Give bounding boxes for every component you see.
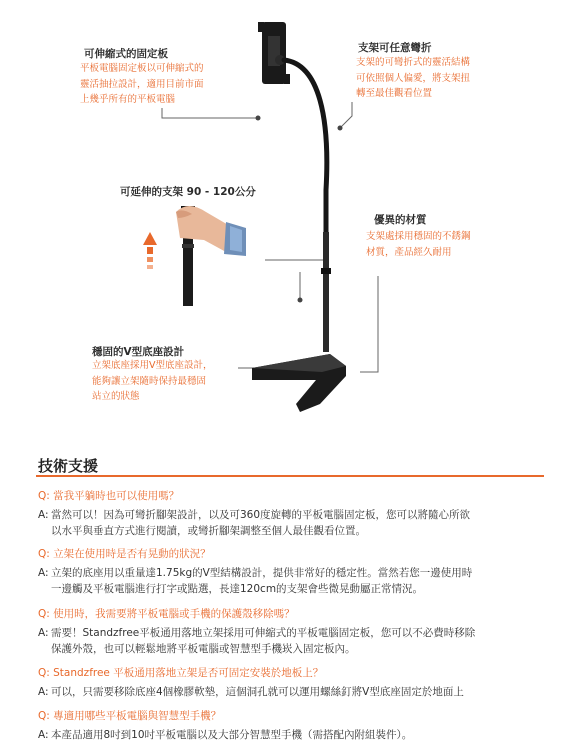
hand-rod-illustration	[176, 206, 246, 306]
gooseneck-arm	[284, 60, 327, 330]
answer-label: A:	[38, 729, 49, 741]
feature-base-title: 穩固的V型底座設計	[92, 346, 185, 358]
faq-question: Q: Standzfree 平板通用落地立架是否可固定安裝於地板上？	[38, 667, 324, 679]
section-divider	[36, 475, 544, 477]
faq-question: Q: 專適用哪些平板電腦與智慧型手機？	[38, 710, 222, 722]
tablet-clamp	[258, 22, 290, 84]
faq-item	[38, 488, 558, 546]
support-section-title: 技術支援	[38, 457, 99, 475]
feature-bend-desc: 支架的可彎折式的靈活結構 可依照個人偏愛，將支架扭 轉至最佳觀看位置	[356, 57, 471, 99]
feature-extend-title: 可延伸的支架 90 - 120公分	[120, 186, 256, 198]
feature-base-desc: 立架底座採用V型底座設計， 能夠讓立架隨時保持最穩固 站立的狀態	[92, 360, 213, 402]
faq-answer: 本產品適用8吋到10吋平板電腦以及大部分智慧型手機（需搭配內附組裝件）。	[51, 729, 413, 741]
faq-list	[38, 488, 558, 744]
faq-answer: 立架的底座用以重量達1.75kg的V型結構設計，提供非常好的穩定性。當然若您一邊使用時 一邊觸及平板電腦進行打字或點選，長達120cm的支架會些微晃動屬正常情況。	[51, 567, 473, 595]
callout-line-material	[265, 260, 326, 270]
faq-item	[38, 708, 558, 744]
arrow-up-icon	[143, 232, 157, 269]
callout-line-bend	[340, 102, 352, 128]
callout-line-holder	[162, 108, 258, 118]
telescopic-rod	[323, 232, 329, 352]
answer-label: A:	[38, 686, 49, 698]
faq-answer: 當然可以！因為可彎折腳架設計，以及可360度旋轉的平板電腦固定板，您可以將隨心所欲 以水平與垂直方式進行閱讀，或彎折腳架調整至個人最佳觀看位置。	[51, 509, 471, 537]
faq-question: Q: 使用時，我需要將平板電腦或手機的保護殼移除嗎？	[38, 608, 295, 620]
faq-item	[38, 606, 558, 665]
faq-item	[38, 665, 558, 708]
callout-line-material-right	[360, 276, 378, 372]
feature-holder-desc: 平板電腦固定板以可伸縮式的 靈活抽拉設計，適用目前市面 上幾乎所有的平板電腦	[80, 63, 204, 105]
answer-label: A:	[38, 509, 49, 521]
faq-item	[38, 546, 558, 606]
feature-material-title: 優異的材質	[374, 214, 427, 226]
faq-question: Q: 立架在使用時是否有晃動的狀況？	[38, 548, 211, 560]
faq-question: Q: 當我平躺時也可以使用嗎？	[38, 490, 180, 502]
feature-bend-title: 支架可任意彎折	[358, 42, 432, 54]
feature-material-desc: 支架處採用穩固的不銹鋼 材質，產品經久耐用	[366, 231, 471, 258]
faq-answer: 需要！Standzfree平板通用落地立架採用可伸縮式的平板電腦固定板，您可以不必費時移除 保護外殼，也可以輕鬆地將平板電腦或智慧型手機崁入固定板內。	[51, 627, 476, 655]
feature-holder-title: 可伸縮式的固定板	[84, 48, 168, 60]
answer-label: A:	[38, 627, 49, 639]
faq-answer: 可以，只需要移除底座4個橡膠軟墊，這個洞孔就可以運用螺絲釘將V型底座固定於地面上	[51, 686, 464, 698]
answer-label: A:	[38, 567, 49, 579]
